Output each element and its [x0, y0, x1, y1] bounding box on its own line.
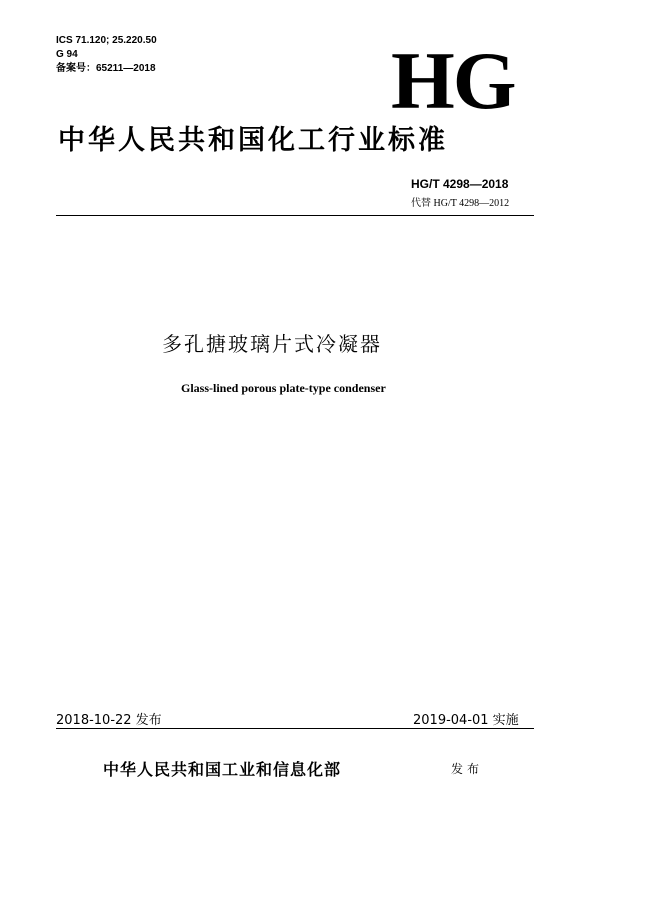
standard-code: HG/T 4298—2018	[411, 177, 509, 191]
hg-logo: HG	[391, 35, 515, 126]
ccs-code: G 94	[56, 49, 78, 60]
title-chinese: 多孔搪玻璃片式冷凝器	[162, 332, 382, 356]
footer-divider	[56, 728, 534, 729]
issuer-name: 中华人民共和国工业和信息化部	[103, 760, 342, 779]
issue-date: 2018-10-22 发布	[56, 713, 162, 728]
replaces-code: 代替 HG/T 4298—2012	[411, 198, 510, 209]
title-english: Glass-lined porous plate-type condenser	[181, 381, 386, 395]
standard-type-heading: 中华人民共和国化工行业标准	[58, 125, 448, 156]
issue-word: 发布	[451, 762, 484, 776]
header-divider	[56, 215, 534, 216]
record-number: 备案号：65211—2018	[56, 63, 156, 74]
ics-code: ICS 71.120; 25.220.50	[56, 35, 157, 46]
implementation-date: 2019-04-01 实施	[413, 713, 519, 728]
